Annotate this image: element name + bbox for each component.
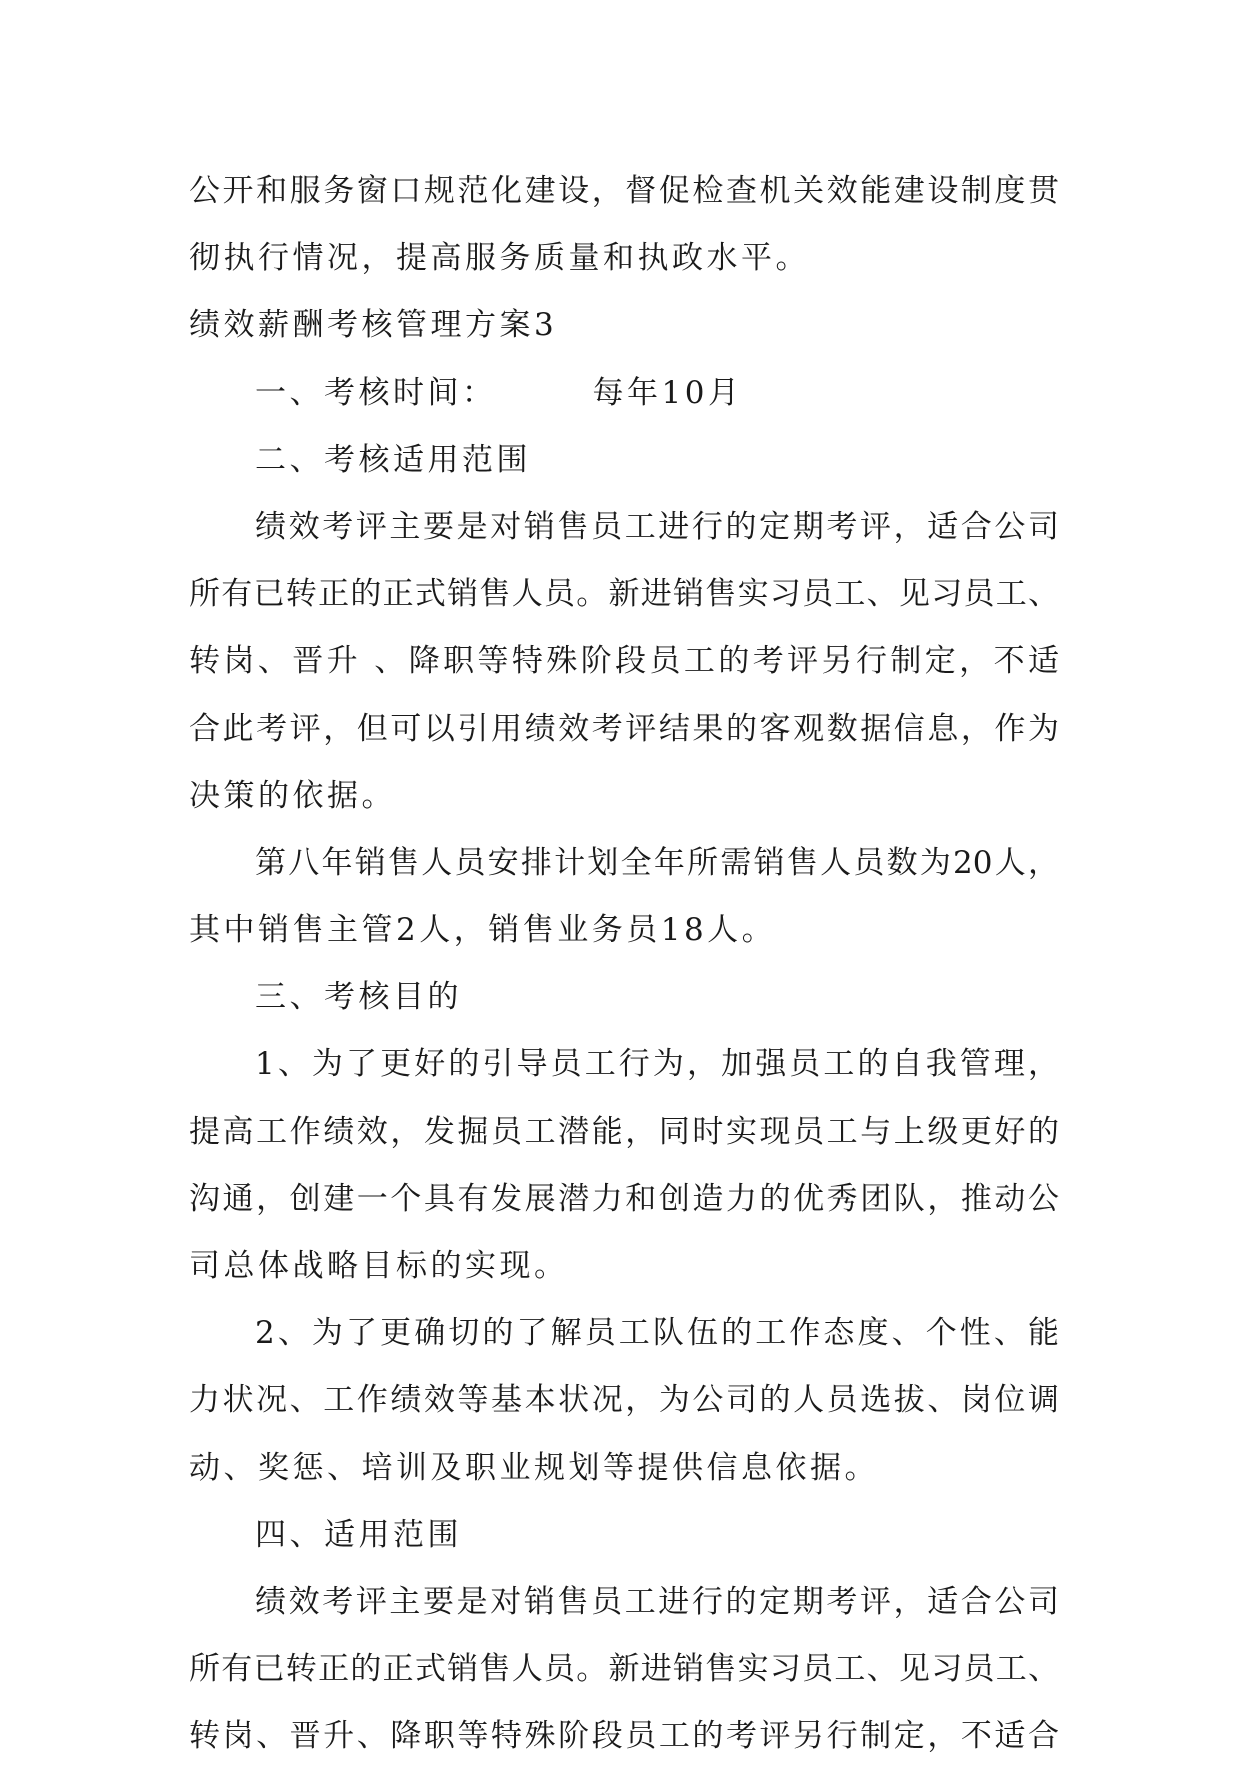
paragraph-line: 绩效考评主要是对销售员工进行的定期考评，适合公司 — [255, 1583, 1059, 1620]
paragraph-line: 决策的依据。 — [189, 777, 396, 814]
paragraph-line: 提高工作绩效，发掘员工潜能，同时实现员工与上级更好的 — [189, 1113, 1059, 1150]
paragraph-line: 力状况、工作绩效等基本状况，为公司的人员选拔、岗位调 — [189, 1382, 1059, 1419]
document-body — [189, 158, 1059, 1771]
paragraph-line: 沟通，创建一个具有发展潜力和创造力的优秀团队，推动公 — [189, 1180, 1059, 1217]
section-heading: 四、适用范围 — [255, 1516, 462, 1553]
paragraph-line: 其中销售主管2人，销售业务员18人。 — [189, 912, 777, 949]
paragraph-line: 转岗、晋升、降职等特殊阶段员工的考评另行制定，不适合 — [189, 1718, 1059, 1755]
paragraph-line: 转岗、晋升 、降职等特殊阶段员工的考评另行制定，不适 — [189, 643, 1059, 680]
section-title: 绩效薪酬考核管理方案3 — [189, 307, 558, 344]
paragraph-line: 2、为了更确切的了解员工队伍的工作态度、个性、能 — [255, 1315, 1059, 1352]
paragraph-line: 1、为了更好的引导员工行为，加强员工的自我管理， — [255, 1046, 1059, 1083]
paragraph-line: 所有已转正的正式销售人员。新进销售实习员工、见习员工、 — [189, 1651, 1059, 1688]
section-heading: 三、考核目的 — [255, 979, 462, 1016]
paragraph-line: 彻执行情况，提高服务质量和执政水平。 — [189, 240, 810, 277]
paragraph-line: 绩效考评主要是对销售员工进行的定期考评，适合公司 — [255, 508, 1059, 545]
paragraph-line: 所有已转正的正式销售人员。新进销售实习员工、见习员工、 — [189, 576, 1059, 613]
paragraph-line: 第八年销售人员安排计划全年所需销售人员数为20人， — [255, 844, 1059, 881]
paragraph-line: 动、奖惩、培训及职业规划等提供信息依据。 — [189, 1449, 879, 1486]
paragraph-line: 公开和服务窗口规范化建设，督促检查机关效能建设制度贯 — [189, 173, 1059, 209]
section-heading: 二、考核适用范围 — [255, 441, 531, 478]
paragraph-line: 合此考评，但可以引用绩效考评结果的客观数据信息，作为 — [189, 710, 1059, 747]
exam-time-line — [189, 360, 1059, 427]
paragraph-line: 司总体战略目标的实现。 — [189, 1248, 569, 1284]
exam-time-value: 每年10月 — [592, 374, 743, 411]
exam-time-label: 一、考核时间： — [255, 374, 497, 411]
